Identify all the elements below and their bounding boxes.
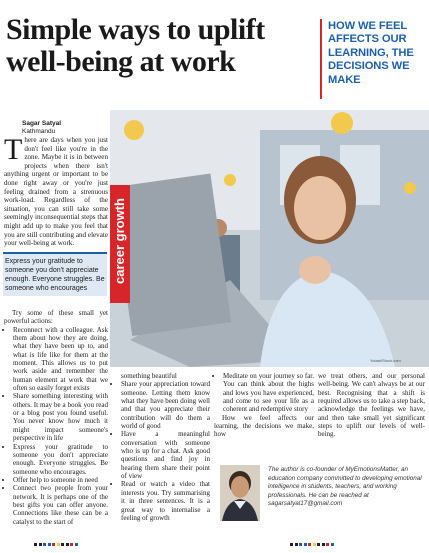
- photo-credit: Yotaa/iStock.com: [370, 358, 401, 363]
- list-item: • Reconnect with a colleague. Ask them about how they are doing, what they have been up to, and what is life like for them at the moment. This allows us to put work aside and remember the human element at work that we often so easily forget exists: [13, 326, 108, 393]
- list-item: • Express your gratitude to someone you don't appreciate enough. Everyone struggles. Be someone who encourages.: [13, 443, 108, 476]
- intro-paragraph: [4, 133, 108, 248]
- author-name: Sagar Satyal: [22, 120, 62, 127]
- list-intro: Try some of these small yet powerful actions:: [4, 309, 108, 326]
- tips-list-2: [112, 380, 210, 522]
- list-item: • Meditate on your journey so far. You can think about the highs and lows you have experienced, and come to see your life as a coherent and redemptive story: [223, 372, 314, 414]
- tips-list-1: [4, 326, 108, 526]
- intro-text: here are days when you just don't feel like you're in the zone. Maybe it is in between projects when there isn't anything urgent or important to be done right away or you're just feeling drained from a strenuous work-load. Regardless of the situation, you can still take some seemingly inconsequential steps that might add up to make you feel that you are still contributing and elevate your well-being at work.: [4, 136, 108, 248]
- list-item: • Share your appreciation toward someone. Letting them know what they have been doing well and that you appreciate their contribution will do them a world of good: [121, 380, 210, 430]
- headline-line-1: Simple ways to uplift: [6, 13, 265, 46]
- list-item: • Have a meaningful conversation with someone who is up for a chat. Ask good questions and find joy in hearing them share their point of view: [121, 430, 210, 480]
- author-portrait: [220, 465, 260, 521]
- continued-text: something beautiful: [121, 372, 177, 380]
- headline: [6, 14, 316, 78]
- section-label: career growth: [112, 198, 127, 284]
- drop-cap: T: [4, 133, 23, 166]
- body-paragraph: we treat others, and our personal well-being. We can't always be at our best. Recognising that a shift is required allows us to take a step back, acknowledge the feelings we have, and then take small yet significant steps to uplift our levels of well-being.: [318, 372, 425, 439]
- tips-list-3: [214, 372, 314, 414]
- column-3: [214, 372, 314, 439]
- column-4: [318, 372, 425, 439]
- list-item: • Connect two people from your network. It is perhaps one of the best gifts you can offer anyone. Connections like these can be a catalyst to the start of: [13, 484, 108, 526]
- print-registration-marks-left: [34, 543, 78, 546]
- office-photo-illustration: [110, 110, 429, 367]
- author-bio: The author is co-founder of MyEmotionsMatter, an education company committed to developing emotional intelligence in students, teachers, and working professionals. He can be reached at sagarsatyal17@gmail.com: [268, 466, 422, 508]
- article-photo: [110, 110, 429, 367]
- list-item: • Read or watch a video that interests you. Try summarising it in three sentences. It is a great way to internalise a feeling of growth: [121, 480, 210, 522]
- list-item: • Share something interesting with others. It may be a book you read or a blog post you found useful. You never know how much it might impact someone's perspective in life: [13, 392, 108, 442]
- list-item: • Offer help to someone in need: [13, 476, 108, 484]
- column-2: [112, 372, 210, 522]
- headline-line-2: well-being at work: [6, 45, 236, 78]
- pull-quote: Express your gratitude to someone you don't appreciate enough. Everyone struggles. Be someone who encourages: [3, 252, 107, 296]
- column-1: [4, 309, 108, 526]
- tagline: HOW WE FEEL AFFECTS OUR LEARNING, THE DECISIONS WE MAKE: [328, 20, 414, 86]
- print-registration-marks-right: [290, 543, 334, 546]
- author-place: Kathmandu: [22, 128, 56, 135]
- body-paragraph: How we feel affects our learning, the decisions we make, how: [214, 413, 314, 439]
- author-photo: [220, 465, 260, 521]
- tagline-divider: [320, 19, 322, 99]
